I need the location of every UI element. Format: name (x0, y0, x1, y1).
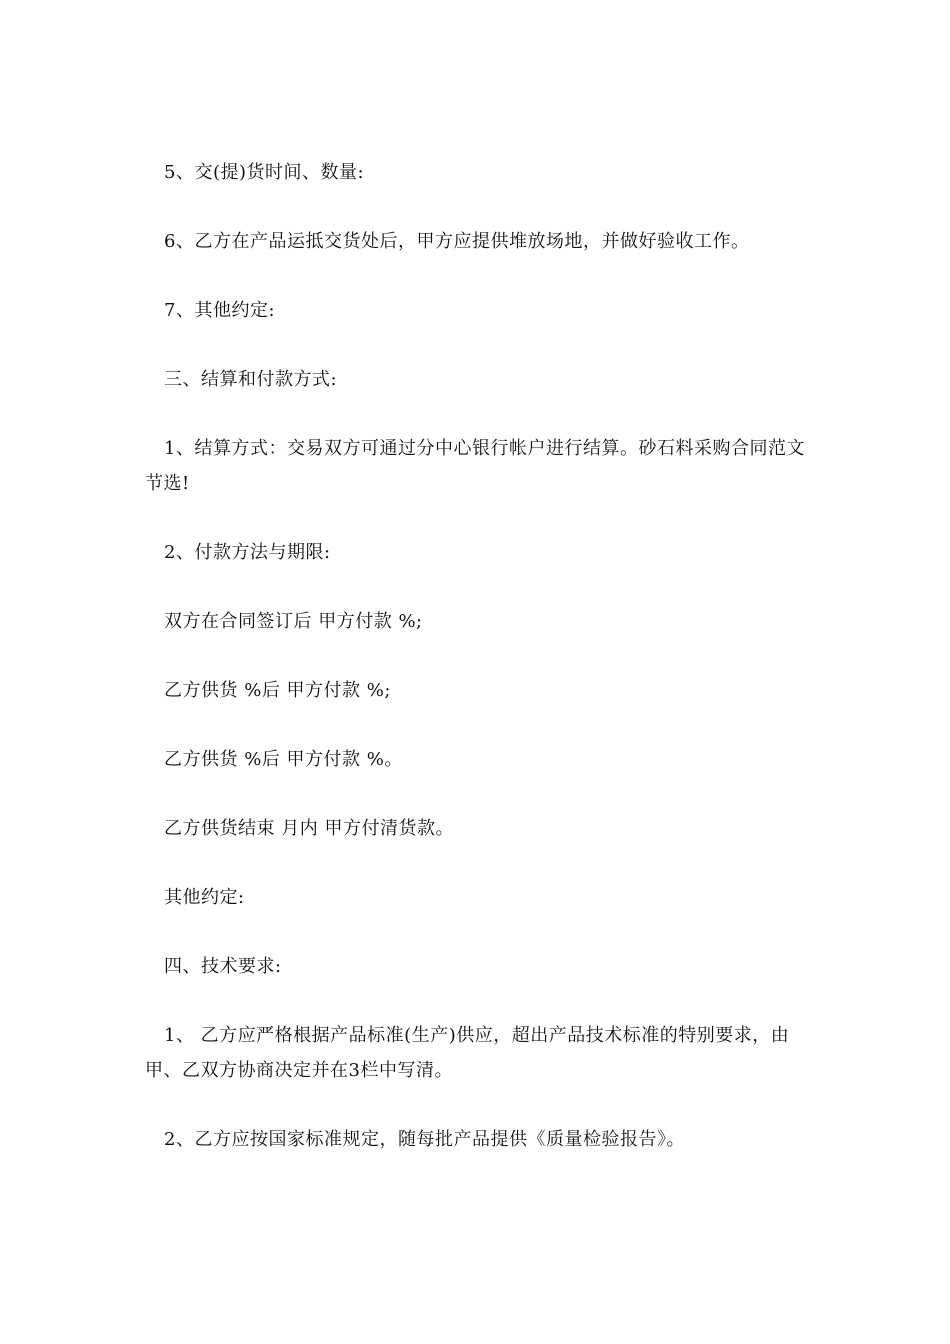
paragraph-final-payment: 乙方供货结束 月内 甲方付清货款。 (164, 818, 454, 839)
document-body (145, 155, 810, 1191)
paragraph-other-terms-2: 其他约定: (164, 887, 245, 908)
paragraph-other-terms-1: 7、其他约定: (164, 300, 276, 321)
paragraph-payment-terms: 2、付款方法与期限: (164, 542, 331, 563)
paragraph-payment-after-supply-2: 乙方供货 %后 甲方付款 %。 (164, 749, 403, 770)
paragraph-delivery-time: 5、交(提)货时间、数量: (164, 162, 365, 183)
paragraph-payment-after-supply-1: 乙方供货 %后 甲方付款 %; (164, 680, 391, 701)
section-heading-technical: 四、技术要求: (164, 956, 282, 977)
paragraph-acceptance: 6、乙方在产品运抵交货处后，甲方应提供堆放场地，并做好验收工作。 (164, 231, 750, 252)
paragraph-quality-report: 2、乙方应按国家标准规定，随每批产品提供《质量检验报告》。 (164, 1129, 685, 1150)
paragraph-payment-after-signing: 双方在合同签订后 甲方付款 %; (164, 611, 423, 632)
paragraph-product-standard: 1、 乙方应严格根据产品标准(生产)供应，超出产品技术标准的特别要求，由甲、乙双方协商决定并在3栏中写清。 (145, 1025, 790, 1081)
paragraph-settlement-method: 1、结算方式：交易双方可通过分中心银行帐户进行结算。砂石料采购合同范文节选! (145, 438, 805, 494)
section-heading-settlement: 三、结算和付款方式: (164, 369, 338, 390)
